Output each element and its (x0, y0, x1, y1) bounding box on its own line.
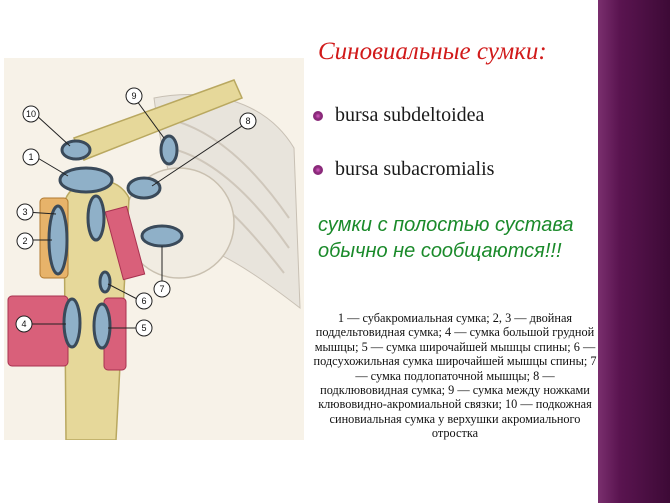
decorative-side-bar (598, 0, 670, 503)
label-7: 7 (159, 284, 165, 294)
label-5: 5 (141, 323, 147, 333)
label-8: 8 (245, 116, 251, 126)
label-3: 3 (22, 207, 28, 217)
shoulder-bursae-illustration (4, 58, 304, 440)
label-1: 1 (28, 152, 34, 162)
bullet-text: bursa subdeltoidea (335, 104, 485, 126)
circle-bullet-icon (313, 165, 323, 175)
circle-bullet-icon (313, 111, 323, 121)
label-10: 10 (25, 109, 37, 119)
bullet-text: bursa subacromialis (335, 158, 495, 180)
bullet-item (313, 104, 484, 127)
figure-legend: 1 — субакромиальная сумка; 2, 3 — двойная поддельтовидная сумка; 4 — сумка большой грудной мышцы; 5 — сумка широчайшей мышцы спины; 6 — подсухожильная сумка широчайшей мышцы спины; 7 — сумка подлопаточной мышцы; 8 — подклювовидная сумка; 9 — сумка между ножками клювовидно-акромиальной связки; 10 — подкожная синовиальная сумка у верхушки акромиального отростка (313, 311, 597, 441)
label-2: 2 (22, 236, 28, 246)
label-6: 6 (141, 296, 147, 306)
bullet-item (313, 158, 494, 181)
label-9: 9 (131, 91, 137, 101)
note-text: сумки с полостью сустава обычно не сообщаются!!! (318, 214, 574, 262)
label-4: 4 (21, 319, 27, 329)
slide-title: Синовиальные сумки: (318, 38, 547, 65)
